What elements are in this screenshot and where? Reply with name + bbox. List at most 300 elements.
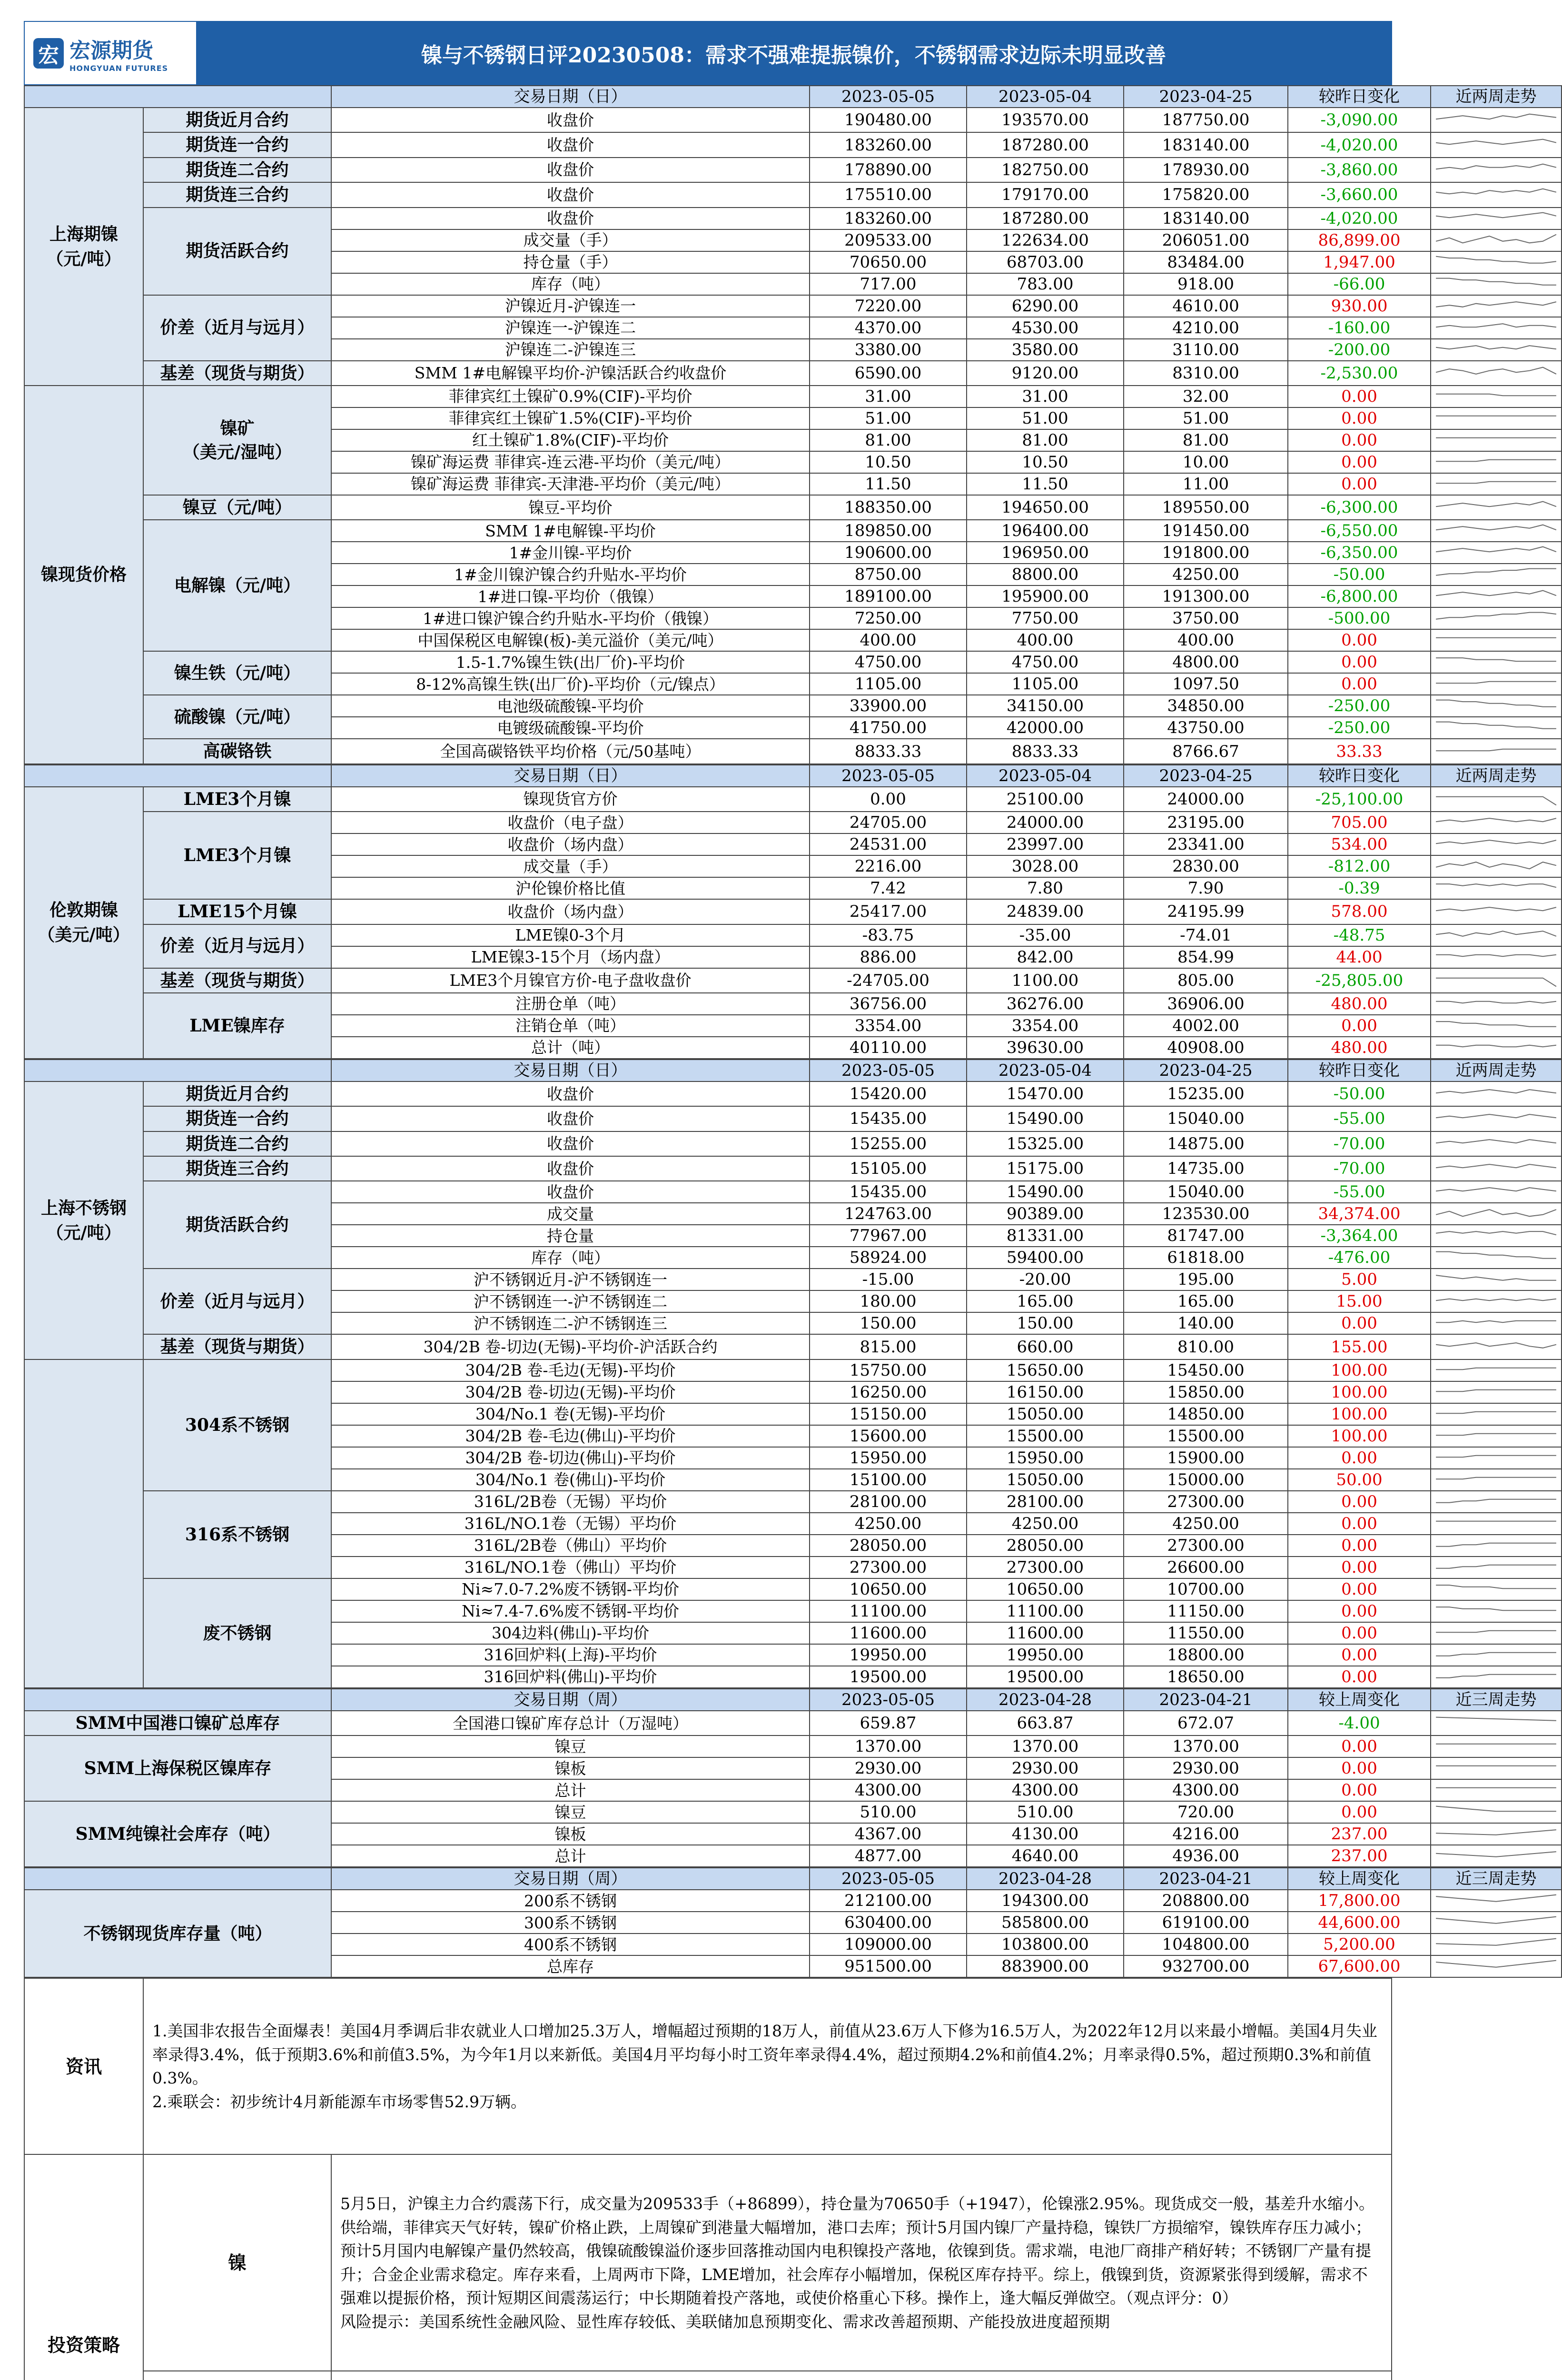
sparkline-svg (1431, 1803, 1561, 1822)
sparkline-line (1436, 1368, 1556, 1370)
change-cell: 0.00 (1288, 429, 1431, 451)
trend-sparkline (1431, 158, 1562, 182)
value-cell: 189100.00 (810, 585, 967, 607)
sparkline-svg (1431, 1470, 1561, 1489)
value-cell: 15490.00 (967, 1181, 1124, 1203)
sparkline-line (1436, 818, 1556, 822)
trend-sparkline (1431, 1890, 1562, 1912)
table-row (24, 968, 1562, 993)
column-header: 2023-05-05 (810, 1060, 967, 1081)
sparkline-svg (1431, 110, 1561, 129)
change-cell: 705.00 (1288, 812, 1431, 833)
change-cell: 33.33 (1288, 739, 1431, 764)
sparkline-svg (1431, 1292, 1561, 1311)
subgroup-label: 期货连二合约 (143, 158, 331, 182)
subgroup-label: LME镍库存 (143, 993, 331, 1059)
sparkline-svg (1431, 1891, 1561, 1910)
sparkline-line (1436, 1499, 1556, 1503)
value-cell: 189550.00 (1124, 495, 1288, 520)
value-cell: 1105.00 (967, 673, 1124, 695)
column-header: 2023-05-05 (810, 1689, 967, 1711)
column-header: 交易日期（日） (331, 1060, 810, 1081)
value-cell: 183260.00 (810, 208, 967, 229)
header-blank (24, 1060, 331, 1081)
value-cell: 15950.00 (810, 1447, 967, 1469)
indicator-name: 304/No.1 卷(无锡)-平均价 (331, 1403, 810, 1425)
value-cell: 805.00 (1124, 968, 1288, 993)
change-cell: -3,090.00 (1288, 108, 1431, 132)
indicator-name: 沪镍连二-沪镍连三 (331, 339, 810, 361)
sparkline-line (1436, 1299, 1556, 1301)
change-cell: -200.00 (1288, 339, 1431, 361)
trend-sparkline (1431, 946, 1562, 968)
value-cell: 36906.00 (1124, 993, 1288, 1015)
sparkline-svg (1431, 1427, 1561, 1446)
sparkline-line (1436, 1232, 1556, 1235)
sparkline-svg (1431, 1781, 1561, 1800)
change-cell: 0.00 (1288, 673, 1431, 695)
value-cell: 24000.00 (1124, 787, 1288, 812)
table-row (24, 1334, 1562, 1359)
value-cell: 15175.00 (967, 1156, 1124, 1181)
value-cell: 191300.00 (1124, 585, 1288, 607)
column-header: 较昨日变化 (1288, 1060, 1431, 1081)
value-cell: 28100.00 (967, 1491, 1124, 1513)
sparkline-svg (1431, 318, 1561, 337)
indicator-name: 316L/2B卷（无锡）平均价 (331, 1491, 810, 1513)
value-cell: 2930.00 (1124, 1757, 1288, 1779)
subgroup-label: LME15个月镍 (143, 899, 331, 924)
value-cell: 11150.00 (1124, 1600, 1288, 1622)
sparkline-line (1436, 591, 1556, 596)
value-cell: 663.87 (967, 1711, 1124, 1735)
change-cell: 237.00 (1288, 1845, 1431, 1867)
change-cell: 930.00 (1288, 295, 1431, 317)
sparkline-svg (1431, 1338, 1561, 1357)
sparkline-line (1436, 1717, 1556, 1721)
value-cell: 3354.00 (967, 1015, 1124, 1037)
change-cell: -250.00 (1288, 717, 1431, 739)
change-cell: 0.00 (1288, 386, 1431, 407)
trend-sparkline (1431, 1081, 1562, 1106)
category-label: 伦敦期镍 （美元/吨） (24, 787, 143, 1059)
value-cell: 81331.00 (967, 1225, 1124, 1247)
value-cell: 2930.00 (967, 1757, 1124, 1779)
change-cell: 100.00 (1288, 1403, 1431, 1425)
indicator-name: 成交量（手） (331, 229, 810, 251)
table-row (24, 899, 1562, 924)
value-cell: 11550.00 (1124, 1622, 1288, 1644)
sparkline-line (1436, 114, 1556, 119)
subgroup-label: 期货连一合约 (143, 132, 331, 157)
sparkline-svg (1431, 387, 1561, 406)
indicator-name: 收盘价 (331, 108, 810, 132)
trend-sparkline (1431, 1711, 1562, 1735)
trend-sparkline (1431, 968, 1562, 993)
indicator-name: 收盘价 (331, 158, 810, 182)
indicator-name: 镍豆 (331, 1735, 810, 1757)
table-header-row (24, 1868, 1562, 1890)
table-row (24, 1106, 1562, 1131)
trend-sparkline (1431, 1269, 1562, 1290)
subgroup-label: 期货活跃合约 (143, 208, 331, 295)
category-label: 上海期镍 （元/吨） (24, 108, 143, 386)
change-cell: 534.00 (1288, 833, 1431, 855)
value-cell: 8310.00 (1124, 361, 1288, 386)
sparkline-svg (1431, 1825, 1561, 1844)
change-cell: 17,800.00 (1288, 1890, 1431, 1912)
report-title: 镍与不锈钢日评20230508：需求不强难提振镍价，不锈钢需求边际未明显改善 (421, 43, 1166, 68)
trend-sparkline (1431, 495, 1562, 520)
value-cell: 27300.00 (1124, 1535, 1288, 1557)
sparkline-svg (1431, 136, 1561, 155)
table-row (24, 495, 1562, 520)
value-cell: 7750.00 (967, 607, 1124, 629)
trend-sparkline (1431, 1203, 1562, 1225)
value-cell: 810.00 (1124, 1334, 1288, 1359)
change-cell: 5,200.00 (1288, 1934, 1431, 1955)
value-cell: 15500.00 (1124, 1425, 1288, 1447)
value-cell: 11600.00 (967, 1622, 1124, 1644)
table-row (24, 993, 1562, 1015)
value-cell: 510.00 (810, 1801, 967, 1823)
sparkline-svg (1431, 674, 1561, 694)
indicator-name: 镍矿海运费 菲律宾-天津港-平均价（美元/吨） (331, 473, 810, 495)
change-cell: -4,020.00 (1288, 132, 1431, 157)
value-cell: 81.00 (810, 429, 967, 451)
trend-sparkline (1431, 317, 1562, 339)
value-cell: 175820.00 (1124, 182, 1288, 207)
value-cell: 15150.00 (810, 1403, 967, 1425)
change-cell: -6,550.00 (1288, 520, 1431, 542)
value-cell: 15040.00 (1124, 1181, 1288, 1203)
trend-sparkline (1431, 386, 1562, 407)
value-cell: 16250.00 (810, 1381, 967, 1403)
change-cell: -50.00 (1288, 564, 1431, 585)
sparkline-line (1436, 302, 1556, 307)
value-cell: 932700.00 (1124, 1955, 1288, 1977)
sparkline-svg (1431, 609, 1561, 628)
column-header: 2023-04-25 (1124, 1060, 1288, 1081)
value-cell: 165.00 (967, 1290, 1124, 1312)
sparkline-line (1436, 1140, 1556, 1143)
sparkline-line (1436, 324, 1556, 327)
nickel-strategy-label: 镍 (143, 2154, 331, 2371)
sparkline-svg (1431, 1134, 1561, 1153)
change-cell: -3,660.00 (1288, 182, 1431, 207)
trend-sparkline (1431, 520, 1562, 542)
column-header: 2023-05-05 (810, 86, 967, 108)
trend-sparkline (1431, 787, 1562, 812)
value-cell: 11100.00 (810, 1600, 967, 1622)
value-cell: 15435.00 (810, 1106, 967, 1131)
change-cell: 237.00 (1288, 1823, 1431, 1845)
indicator-name: 沪不锈钢连一-沪不锈钢连二 (331, 1290, 810, 1312)
value-cell: 195900.00 (967, 585, 1124, 607)
sparkline-svg (1431, 364, 1561, 383)
value-cell: 208800.00 (1124, 1890, 1288, 1912)
sparkline-svg (1431, 453, 1561, 472)
value-cell: 3580.00 (967, 339, 1124, 361)
sparkline-line (1436, 502, 1556, 507)
value-cell: 18800.00 (1124, 1644, 1288, 1666)
indicator-name: 400系不锈钢 (331, 1934, 810, 1955)
trend-sparkline (1431, 1578, 1562, 1600)
sparkline-line (1436, 1939, 1556, 1945)
value-cell: 24839.00 (967, 899, 1124, 924)
trend-sparkline (1431, 1469, 1562, 1491)
change-cell: -6,350.00 (1288, 542, 1431, 564)
table-row (24, 361, 1562, 386)
value-cell: 179170.00 (967, 182, 1124, 207)
sparkline-svg (1431, 879, 1561, 898)
sparkline-line (1436, 1585, 1556, 1588)
indicator-name: 316L/2B卷（佛山）平均价 (331, 1535, 810, 1557)
subgroup-label: 价差（近月与远月） (143, 1269, 331, 1334)
value-cell: 3354.00 (810, 1015, 967, 1037)
sparkline-line (1436, 1115, 1556, 1118)
value-cell: 0.00 (810, 787, 967, 812)
value-cell: 4530.00 (967, 317, 1124, 339)
value-cell: 918.00 (1124, 273, 1288, 295)
change-cell: -0.39 (1288, 877, 1431, 899)
value-cell: 15450.00 (1124, 1359, 1288, 1381)
value-cell: 18650.00 (1124, 1666, 1288, 1688)
value-cell: 123530.00 (1124, 1203, 1288, 1225)
value-cell: 83484.00 (1124, 251, 1288, 273)
value-cell: 10.00 (1124, 451, 1288, 473)
value-cell: 27300.00 (810, 1557, 967, 1578)
sparkline-line (1436, 907, 1556, 911)
change-cell: 480.00 (1288, 993, 1431, 1015)
value-cell: 10650.00 (810, 1578, 967, 1600)
change-cell: 0.00 (1288, 1600, 1431, 1622)
value-cell: 190600.00 (810, 542, 967, 564)
indicator-name: 沪不锈钢近月-沪不锈钢连一 (331, 1269, 810, 1290)
trend-sparkline (1431, 1425, 1562, 1447)
indicator-name: 收盘价（场内盘） (331, 899, 810, 924)
indicator-name: 沪伦镍价格比值 (331, 877, 810, 899)
value-cell: 8750.00 (810, 564, 967, 585)
indicator-name: 1.5-1.7%镍生铁(出厂价)-平均价 (331, 651, 810, 673)
change-cell: 0.00 (1288, 407, 1431, 429)
table-row (24, 1181, 1562, 1203)
trend-sparkline (1431, 993, 1562, 1015)
trend-sparkline (1431, 542, 1562, 564)
sparkline-svg (1431, 431, 1561, 450)
change-cell: 0.00 (1288, 1622, 1431, 1644)
trend-sparkline (1431, 1334, 1562, 1359)
sparkline-svg (1431, 1182, 1561, 1201)
value-cell: 4130.00 (967, 1823, 1124, 1845)
value-cell: 187280.00 (967, 208, 1124, 229)
indicator-name: 300系不锈钢 (331, 1912, 810, 1934)
value-cell: 4367.00 (810, 1823, 967, 1845)
change-cell: -4.00 (1288, 1711, 1431, 1735)
trend-sparkline (1431, 1359, 1562, 1381)
subgroup-label: 316系不锈钢 (143, 1491, 331, 1578)
value-cell: 40110.00 (810, 1037, 967, 1059)
value-cell: 40908.00 (1124, 1037, 1288, 1059)
change-cell: 5.00 (1288, 1269, 1431, 1290)
trend-sparkline (1431, 607, 1562, 629)
value-cell: 175510.00 (810, 182, 967, 207)
sparkline-line (1436, 1390, 1556, 1392)
value-cell: 193570.00 (967, 108, 1124, 132)
column-header: 较上周变化 (1288, 1868, 1431, 1890)
indicator-name: 收盘价 (331, 1131, 810, 1156)
indicator-name: 成交量（手） (331, 855, 810, 877)
sparkline-svg (1431, 1514, 1561, 1533)
value-cell: 7.42 (810, 877, 967, 899)
change-cell: 0.00 (1288, 473, 1431, 495)
table-row (24, 158, 1562, 182)
change-cell: -476.00 (1288, 1247, 1431, 1269)
value-cell: 842.00 (967, 946, 1124, 968)
value-cell: 77967.00 (810, 1225, 967, 1247)
table-row (24, 208, 1562, 229)
table-header-row (24, 1689, 1562, 1711)
sparkline-svg (1431, 1536, 1561, 1555)
value-cell: 104800.00 (1124, 1934, 1288, 1955)
sparkline-line (1436, 1210, 1556, 1217)
sparkline-line (1436, 722, 1556, 729)
sparkline-svg (1431, 1084, 1561, 1103)
value-cell: 720.00 (1124, 1801, 1288, 1823)
sparkline-svg (1431, 1159, 1561, 1178)
change-cell: 0.00 (1288, 1447, 1431, 1469)
trend-sparkline (1431, 339, 1562, 361)
indicator-name: 收盘价 (331, 1156, 810, 1181)
sparkline-line (1436, 278, 1556, 285)
value-cell: 4002.00 (1124, 1015, 1288, 1037)
sparkline-line (1436, 682, 1556, 684)
value-cell: 165.00 (1124, 1290, 1288, 1312)
indicator-name: 316L/NO.1卷（佛山）平均价 (331, 1557, 810, 1578)
value-cell: 196400.00 (967, 520, 1124, 542)
sparkline-line (1436, 797, 1556, 805)
value-cell: 4750.00 (810, 651, 967, 673)
value-cell: 51.00 (1124, 407, 1288, 429)
sparkline-line (1436, 978, 1556, 986)
value-cell: 68703.00 (967, 251, 1124, 273)
indicator-name: 收盘价 (331, 1181, 810, 1203)
column-header: 交易日期（周） (331, 1689, 810, 1711)
indicator-name: 电镀级硫酸镍-平均价 (331, 717, 810, 739)
column-header: 较上周变化 (1288, 1689, 1431, 1711)
change-cell: 0.00 (1288, 651, 1431, 673)
column-header: 交易日期（日） (331, 765, 810, 787)
indicator-name: 库存（吨） (331, 1247, 810, 1269)
indicator-name: 沪镍近月-沪镍连一 (331, 295, 810, 317)
indicator-name: 316回炉料(上海)-平均价 (331, 1644, 810, 1666)
column-header: 2023-04-28 (967, 1868, 1124, 1890)
data-table (24, 764, 1562, 1059)
value-cell: -24705.00 (810, 968, 967, 993)
sparkline-line (1436, 1543, 1556, 1547)
value-cell: 14850.00 (1124, 1403, 1288, 1425)
table-row (24, 1156, 1562, 1181)
value-cell: 2830.00 (1124, 855, 1288, 877)
change-cell: -70.00 (1288, 1156, 1431, 1181)
change-cell: 0.00 (1288, 1801, 1431, 1823)
value-cell: 209533.00 (810, 229, 967, 251)
indicator-name: 电池级硫酸镍-平均价 (331, 695, 810, 717)
change-cell: -2,530.00 (1288, 361, 1431, 386)
value-cell: 61818.00 (1124, 1247, 1288, 1269)
value-cell: 39630.00 (967, 1037, 1124, 1059)
table-row (24, 295, 1562, 317)
value-cell: 140.00 (1124, 1312, 1288, 1334)
value-cell: 26600.00 (1124, 1557, 1288, 1578)
sparkline-svg (1431, 340, 1561, 359)
change-cell: 0.00 (1288, 1757, 1431, 1779)
value-cell: 4300.00 (810, 1779, 967, 1801)
trend-sparkline (1431, 1557, 1562, 1578)
sparkline-svg (1431, 1204, 1561, 1223)
value-cell: 191800.00 (1124, 542, 1288, 564)
value-cell: 187750.00 (1124, 108, 1288, 132)
value-cell: -35.00 (967, 924, 1124, 946)
value-cell: 24705.00 (810, 812, 967, 833)
value-cell: 672.07 (1124, 1711, 1288, 1735)
change-cell: -55.00 (1288, 1106, 1431, 1131)
indicator-name: 8-12%高镍生铁(出厂价)-平均价（元/镍点） (331, 673, 810, 695)
indicator-name: 持仓量 (331, 1225, 810, 1247)
sparkline-svg (1431, 1846, 1561, 1865)
indicator-name: 收盘价 (331, 132, 810, 157)
column-header: 近两周走势 (1431, 1060, 1562, 1081)
sparkline-line (1436, 749, 1556, 751)
trend-sparkline (1431, 407, 1562, 429)
indicator-name: 注销仓单（吨） (331, 1015, 810, 1037)
sparkline-line (1436, 1675, 1556, 1678)
table-header-row (24, 86, 1562, 108)
trend-sparkline (1431, 1381, 1562, 1403)
value-cell: 15470.00 (967, 1081, 1124, 1106)
trend-sparkline (1431, 1247, 1562, 1269)
value-cell: 109000.00 (810, 1934, 967, 1955)
sparkline-line (1436, 1607, 1556, 1610)
category-label: 镍现货价格 (24, 386, 143, 764)
value-cell: 14875.00 (1124, 1131, 1288, 1156)
value-cell: 10.50 (967, 451, 1124, 473)
table-row (24, 924, 1562, 946)
change-cell: 0.00 (1288, 1535, 1431, 1557)
trend-sparkline (1431, 651, 1562, 673)
value-cell: 59400.00 (967, 1247, 1124, 1269)
trend-sparkline (1431, 855, 1562, 877)
table-row (24, 1578, 1562, 1600)
indicator-name: 304/No.1 卷(佛山)-平均价 (331, 1469, 810, 1491)
value-cell: 27300.00 (1124, 1491, 1288, 1513)
trend-sparkline (1431, 673, 1562, 695)
indicator-name: 收盘价 (331, 182, 810, 207)
indicator-name: 200系不锈钢 (331, 1890, 810, 1912)
trend-sparkline (1431, 273, 1562, 295)
value-cell: 34150.00 (967, 695, 1124, 717)
value-cell: 11100.00 (967, 1600, 1124, 1622)
table-row (24, 787, 1562, 812)
value-cell: 25417.00 (810, 899, 967, 924)
trend-sparkline (1431, 812, 1562, 833)
trend-sparkline (1431, 924, 1562, 946)
value-cell: 659.87 (810, 1711, 967, 1735)
value-cell: 7250.00 (810, 607, 967, 629)
value-cell: 585800.00 (967, 1912, 1124, 1934)
subgroup-label: 硫酸镍（元/吨） (143, 695, 331, 739)
value-cell: 178890.00 (810, 158, 967, 182)
